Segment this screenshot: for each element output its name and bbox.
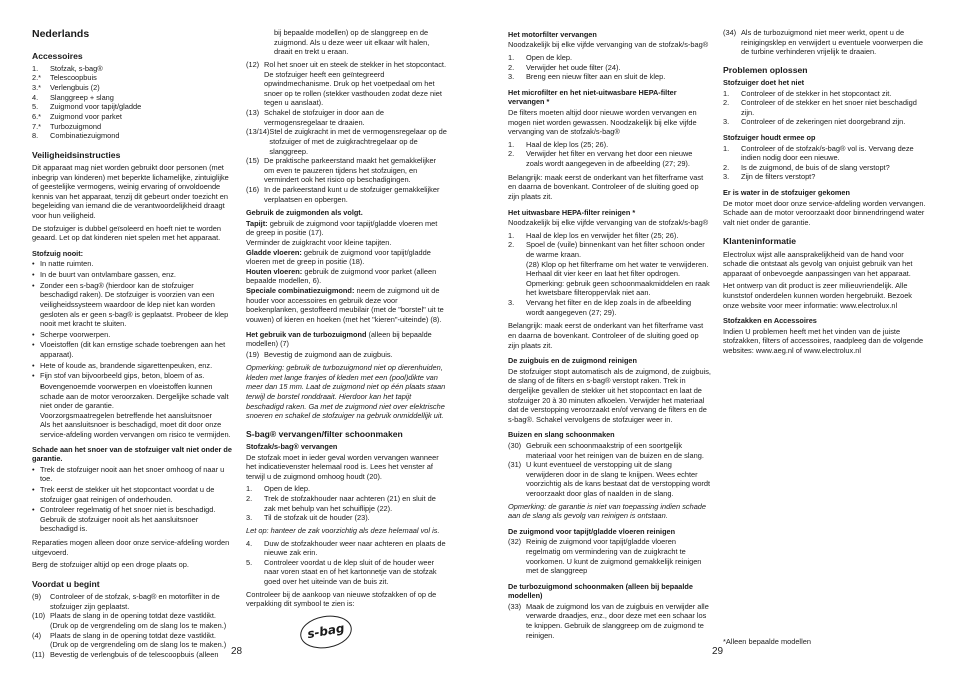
suck-not-item: • Zonder een s-bag® (hierdoor kan de stofzuiger beschadigd raken). De stofzuiger is voorzien van een veiligheidssysteem waardoor de klep niet kan worden gesloten als er geen s-bag® is geplaatst. Probeer de klep nooit met kracht te sluiten. xyxy=(32,281,233,329)
cord-damage-heading: Schade aan het snoer van de stofzuiger valt niet onder de garantie. xyxy=(32,444,232,464)
before-start-item: (11) Bevestig de verlengbuis of de telescoopbuis (alleen xyxy=(32,649,219,659)
hepa-text: Noodzakelijk bij elke vijfde vervanging van de stofzak/s-bag® xyxy=(508,218,709,228)
cord-item: • Controleer regelmatig of het snoer niet is beschadigd. Gebruik de stofzuiger nooit als het aansluitsnoer beschadigd is. xyxy=(32,505,233,534)
sbag-text: De stofzak moet in ieder geval worden vervangen wanneer het indicatievenster helemaal rood is. Lees het venster af terwijl u de zuigmond omhoog houdt (20). xyxy=(246,452,439,481)
turbo-heading: Het gebruik van de turbozuigmond (alleen bij bepaalde modellen) (7) xyxy=(246,329,432,349)
hepa-step: (28) Klop op het filterframe om het water te verwijderen. Herhaal dit vier keer en laat het filter opdrogen. Opmerking: gebruik geen schoonmaakmiddelen en raak het kwetsbare filteroppervlak niet aan. xyxy=(526,259,710,298)
problem-2-heading: Stofzuiger houdt ermee op xyxy=(723,133,816,143)
safety-heading: Veiligheidsinstructies xyxy=(32,149,121,160)
sbag-step: 2. Trek de stofzakhouder naar achteren (21) en sluit de zak met behulp van het schuiflipje (22). xyxy=(246,494,436,513)
right-column-1 xyxy=(508,28,711,640)
accessory-item: 5. Zuigmond voor tapijt/gladde xyxy=(32,102,142,112)
turbo-note: Opmerking: gebruik de turbozuigmond niet op dierenhuiden, kleden met lange franjes of kleden met een (pool)dikte van meer dan 15 mm. Laat de zuigmond niet op één plaats staan terwijl de borstel ronddraait. Hierdoor kan het tapijt beschadigd raken. Ga met de zuigmond niet over elektrische snoeren en schakel de stofzuiger na gebruik onmiddellijk uit. xyxy=(246,363,446,421)
accessory-item: 1. Stofzak, s-bag® xyxy=(32,63,103,73)
cord-item: • Trek eerst de stekker uit het stopcontact voordat u de stofzuiger gaat reinigen of onderhouden. xyxy=(32,485,233,504)
micro-filter-steps xyxy=(508,140,711,169)
suck-not-item: • Vloeistoffen (dit kan ernstige schade toebrengen aan het apparaat). xyxy=(32,340,233,359)
repair-text: Reparaties mogen alleen door onze service-afdeling worden uitgevoerd. xyxy=(32,538,230,557)
nozzle-usage-row: Tapijt: gebruik de zuigmond voor tapijt/gladde vloeren met de greep in positie (17). xyxy=(246,218,438,238)
suck-not-note: • Bovengenoemde voorwerpen en vloeistoffen kunnen schade aan de motor veroorzaken. Dergelijke schade valt niet onder de garantie. xyxy=(40,382,233,411)
sbag-step: 4. Duw de stofzakhouder weer naar achteren en plaats de nieuwe zak erin. xyxy=(246,538,446,558)
carpet-nozzle-heading: De zuigmond voor tapijt/gladde vloeren reinigen xyxy=(508,526,676,536)
suck-not-item: • In de buurt van ontvlambare gassen, enz. xyxy=(32,270,233,280)
hepa-steps xyxy=(508,231,711,318)
bags-heading: Stofzakken en Accessoires xyxy=(723,316,817,326)
problem-2-steps xyxy=(723,144,926,183)
accessory-item: 2.* Telescoopbuis xyxy=(32,73,97,83)
motor-filter-step: 3. Breng een nieuw filter aan en sluit de klep. xyxy=(508,72,666,82)
suck-not-heading: Stofzuig nooit: xyxy=(32,248,84,258)
bags-text: Indien U problemen heeft met het vinden van de juiste stofzakken, filters of accessoires, raadpleeg dan de volgende websites: www.aeg.nl of www.electrolux.nl xyxy=(723,326,924,356)
operation-step: (12) Rol het snoer uit en steek de stekker in het stopcontact. De stofzuiger heeft een geïntegreerd opwindmechanisme. Druk op het voetpedaal om het snoer op te rollen (stekker vasthouden zodat deze niet tegen u aanslaat). xyxy=(246,59,446,108)
right-column-2 xyxy=(723,28,926,359)
before-start-heading: Voordat u begint xyxy=(32,578,100,589)
problems-heading: Problemen oplossen xyxy=(723,64,808,75)
sbag-steps-2 xyxy=(246,539,447,587)
before-start-list xyxy=(32,592,233,659)
turbo-step: (19) Bevestig de zuigmond aan de zuigbuis. xyxy=(246,349,393,359)
before-start-item: (4) Plaats de slang in de opening totdat deze vastklikt. (Druk op de vergrendeling om de slang los te maken.) xyxy=(32,630,227,650)
hose-heading: Buizen en slang schoonmaken xyxy=(508,430,615,440)
hose-note: Opmerking: de garantie is niet van toepassing indien schade aan de slang als gevolg van reinigen is ontstaan. xyxy=(508,501,707,521)
water-text: De motor moet door onze service-afdeling worden vervangen. Schade aan de motor veroorzaakt door binnendringend water valt niet onder de garantie. xyxy=(723,198,926,227)
nozzle-usage-row: Houten vloeren: gebruik de zuigmond voor parket (alleen bepaalde modellen, 6). xyxy=(246,266,437,286)
problem-2-step: 3. Zijn de filters verstopt? xyxy=(723,172,816,182)
hose-steps xyxy=(508,441,711,499)
hepa-important: Belangrijk: maak eerst de onderkant van het filterframe vast en daarna de bovenkant. Controleer of de sluiting goed op zijn plaats zit. xyxy=(508,321,704,350)
safety-text-2: De stofzuiger is dubbel geïsoleerd en hoeft niet te worden geaard. Let op dat kinderen niet spelen met het apparaat. xyxy=(32,223,221,243)
sbag-symbol-text: Controleer bij de aankoop van nieuwe stofzakken of op de verpakking dit symbool te zien is: xyxy=(246,589,437,609)
cord-list xyxy=(32,465,233,534)
tube-heading: De zuigbuis en de zuigmond reinigen xyxy=(508,356,637,366)
page-number-right: 29 xyxy=(712,646,724,657)
problem-1-step: 3. Controleer of de zekeringen niet doorgebrand zijn. xyxy=(723,117,906,127)
micro-filter-step: 1. Haal de klep los (25; 26). xyxy=(508,139,609,149)
micro-filter-text: De filters moeten altijd door nieuwe worden vervangen en mogen niet worden gewassen. Noodzakelijk bij elke vijfde vervanging van de stofzak/s-bag® xyxy=(508,107,697,137)
motor-filter-step: 2. Verwijder het oude filter (24). xyxy=(508,62,621,72)
sbag-heading: S-bag® vervangen/filter schoonmaken xyxy=(246,428,403,439)
sbag-step: 5. Controleer voordat u de klep sluit of de houder weer naar voren staat en of het kartonnetje van de stofzak goed over het uiteinde van de buis zit. xyxy=(246,557,437,587)
hepa-step: 3. Vervang het filter en de klep zoals in de afbeelding wordt aangegeven (27; 29). xyxy=(508,298,692,317)
operation-step: (13) Schakel de stofzuiger in door aan de vermogensregelaar te draaien. xyxy=(246,108,384,127)
motor-filter-step: 1. Open de klep. xyxy=(508,53,573,63)
hose-step: (31) U kunt eventueel de verstopping uit de slang verwijderen door in de slang te knijpen. Wees echter voorzichtig als de kans bestaat dat de verstopping wordt veroorzaakt door glas of naalden in de slang. xyxy=(508,460,711,499)
cord-item: • Trek de stofzuiger nooit aan het snoer omhoog of naar u toe. xyxy=(32,465,233,484)
left-column-2 xyxy=(246,28,447,648)
sbag-note: Let op: hanteer de zak voorzichtig als deze helemaal vol is. xyxy=(246,525,440,535)
cord-precaution-label: Voorzorgsmaatregelen betreffende het aansluitsnoer xyxy=(40,410,213,420)
suck-not-list xyxy=(32,259,233,381)
left-column-1 xyxy=(32,28,233,659)
motor-filter-text: Noodzakelijk bij elke vijfde vervanging van de stofzak/s-bag® xyxy=(508,40,709,50)
operation-step: (13/14) Stel de zuigkracht in met de vermogensregelaar op de stofzuiger of met de zuigkrachtregelaar op de slanggreep. xyxy=(246,127,447,156)
cord-precaution-text: Als het aansluitsnoer is beschadigd, moet dit door onze service-afdeling worden vervangen om risico te vermijden. xyxy=(40,420,231,440)
accessory-item: 3.* Verlengbuis (2) xyxy=(32,83,100,93)
suck-not-item: • Hete of koude as, brandende sigarettenpeuken, enz. xyxy=(32,361,233,371)
customer-text-2: Het ontwerp van dit product is zeer milieuvriendelijk. Alle kunststof onderdelen kunnen worden hergebruikt. Bezoek onze website voor meer informatie: www.electrolux.nl xyxy=(723,281,912,310)
turbo-clean-heading: De turbozuigmond schoonmaken (alleen bij bepaalde modellen) xyxy=(508,581,693,601)
operation-step: (16) In de parkeerstand kunt u de stofzuiger gemakkelijker verplaatsen en opbergen. xyxy=(246,185,440,204)
storage-text: Berg de stofzuiger altijd op een droge plaats op. xyxy=(32,560,189,570)
turbo-clean-step: (33) Maak de zuigmond los van de zuigbuis en verwijder alle verwarde draadjes, enz., door deze met een schaar los te knippen. Gebruik de slanggreep om de zuigmond te reinigen. xyxy=(508,601,709,640)
customer-text-1: Electrolux wijst alle aansprakelijkheid van de hand voor schade die ontstaat als gevolg van onjuist gebruik van het apparaat of onbevoegde aanpassingen van het apparaat. xyxy=(723,249,913,278)
micro-filter-heading: Het microfilter en het niet-uitwasbare HEPA-filter vervangen * xyxy=(508,87,677,107)
motor-filter-steps xyxy=(508,53,711,82)
sbag-subheading: Stofzak/s-bag® vervangen xyxy=(246,442,338,452)
language-title: Nederlands xyxy=(32,28,90,40)
nozzle-usage-row: Verminder de zuigkracht voor kleine tapijten. xyxy=(246,237,392,247)
problem-1-step: 2. Controleer of de stekker en het snoer niet beschadigd zijn. xyxy=(723,98,917,117)
before-start-item: (9) Controleer of de stofzak, s-bag® en motorfilter in de stofzuiger zijn geplaatst. xyxy=(32,592,220,611)
nozzle-usage-heading: Gebruik de zuigmonden als volgt. xyxy=(246,208,363,218)
operation-step: (15) De praktische parkeerstand maakt het gemakkelijker om even te pauzeren tijdens het stofzuigen, en vermindert ook het risico op beschadigingen. xyxy=(246,156,437,185)
accessory-item: 4. Slanggreep + slang xyxy=(32,92,114,102)
hepa-step: 1. Haal de klep los en verwijder het filter (25; 26). xyxy=(508,230,679,240)
accessory-item: 8. Combinatiezuigmond xyxy=(32,131,120,141)
right-page xyxy=(477,0,954,677)
nozzle-usage-row: Speciale combinatiezuigmond: neem de zuigmond uit de houder voor accessoires en gebruik deze voor boekenplanken, gestoffeerd meubilair (met de "borstel" uit te vouwen) of kieren en hoeken (met het "kieren"-uiteinde) (8). xyxy=(246,286,444,324)
suck-not-item: • Fijn stof van bijvoorbeeld gips, beton, bloem of as. xyxy=(32,371,233,381)
sbag-step: 3. Til de stofzak uit de houder (23). xyxy=(246,513,370,523)
problem-1-steps xyxy=(723,89,926,128)
sbag-logo: s-bag xyxy=(298,612,355,653)
nozzle-usage-list xyxy=(246,219,447,325)
problem-2-step: 2. Is de zuigmond, de buis of de slang verstopt? xyxy=(723,162,890,172)
accessories-list xyxy=(32,64,233,141)
nozzle-usage-row: Gladde vloeren: gebruik de zuigmond voor tapijt/gladde vloeren met de greep in positie (18). xyxy=(246,247,431,267)
sbag-step: 1. Open de klep. xyxy=(246,484,311,494)
sbag-steps xyxy=(246,484,447,523)
suck-not-item: • In natte ruimten. xyxy=(32,259,233,269)
accessories-heading: Accessoires xyxy=(32,50,83,61)
page-number-left: 28 xyxy=(231,646,243,657)
water-heading: Er is water in de stofzuiger gekomen xyxy=(723,188,850,198)
hepa-heading: Het uitwasbare HEPA-filter reinigen * xyxy=(508,207,636,217)
safety-text-1: Dit apparaat mag niet worden gebruikt door personen (met inbegrip van kinderen) met beperkte lichamelijke, zintuiglijke of geestelijke vermogens, weinig ervaring of onvoldoende kennis van het apparaat, tenzij dit gebeurt onder toezicht en begeleiding van iemand die de verantwoordelijkheid draagt voor hun veiligheid. xyxy=(32,162,229,221)
customer-heading: Klanteninformatie xyxy=(723,236,797,247)
turbo-clean-step-34: (34) Als de turbozuigmond niet meer werkt, opent u de reinigingsklep en verwijdert u eventuele voorwerpen die de turbine verhinderen vrijelijk te draaien. xyxy=(723,28,923,57)
hose-step: (30) Gebruik een schoonmaakstrip of een soortgelijk materiaal voor het reinigen van de buizen en de slang. xyxy=(508,440,704,460)
accessory-item: 7.* Turbozuigmond xyxy=(32,121,102,131)
problem-1-heading: Stofzuiger doet het niet xyxy=(723,78,805,88)
before-start-item: (10) Plaats de slang in de opening totdat deze vastklikt. (Druk op de vergrendeling om de slang los te maken.) xyxy=(32,611,227,630)
problem-1-step: 1. Controleer of de stekker in het stopcontact zit. xyxy=(723,88,892,98)
problem-2-step: 1. Controleer of de stofzak/s-bag® vol is. Vervang deze indien nodig door een nieuwe. xyxy=(723,143,914,163)
carpet-nozzle-step: (32) Reinig de zuigmond voor tapijt/gladde vloeren regelmatig om vermindering van de zuigkracht te voorkomen. U kunt de zuigmond gemakkelijk reinigen met de slanggreep xyxy=(508,537,702,576)
hepa-step: 2. Spoel de (vuile) binnenkant van het filter schoon onder de warme kraan. xyxy=(508,240,705,259)
footnote: *Alleen bepaalde modellen xyxy=(723,637,811,646)
suck-not-item: • Scherpe voorwerpen. xyxy=(32,330,233,340)
operation-steps xyxy=(246,60,447,204)
tube-text: De stofzuiger stopt automatisch als de zuigmond, de zuigbuis, de slang of de filters en s-bag® verstopt raken. Trek in dergelijke gevallen de stekker uit het stopcontact en laat de stofzuiger 20 à 30 minuten afkoelen. Verwijder het materiaal dat de verstopping veroorzaakt en/of vervang de filters en de s-bag®. Schakel vervolgens de stofzuiger weer in. xyxy=(508,366,711,424)
micro-important: Belangrijk: maak eerst de onderkant van het filterframe vast en daarna de bovenkant. Controleer of de sluiting goed op zijn plaats zit. xyxy=(508,172,704,201)
micro-filter-step: 2. Verwijder het filter en vervang het door een nieuwe zoals wordt aangegeven in de afbeelding (27; 29). xyxy=(508,149,693,169)
motor-filter-heading: Het motorfilter vervangen xyxy=(508,30,597,39)
attach-continued-text: bij bepaalde modellen) op de slanggreep en de zuigmond. Als u deze weer uit elkaar wilt halen, draait en trekt u eraan. xyxy=(274,28,430,57)
accessory-item: 6.* Zuigmond voor parket xyxy=(32,111,122,121)
